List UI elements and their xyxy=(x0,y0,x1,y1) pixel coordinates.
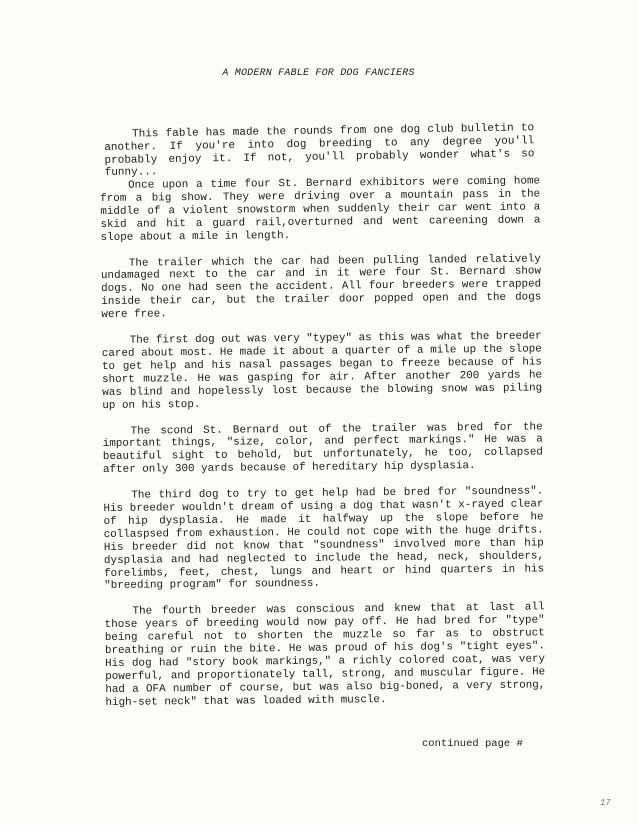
document-title: A MODERN FABLE FOR DOG FANCIERS xyxy=(222,68,415,79)
story-paragraph: The trailer which the car had been pulling landed relatively undamaged next to the car and in it were four St. Bernard show dogs. No one had seen the accident. All four breeders were trapped inside their car, but the trailer door popped open and the dogs were free. xyxy=(100,252,542,322)
story-paragraph: The scond St. Bernard out of the trailer was bred for the important things, "size, color, and perfect markings." He was a beautiful sight to behold, but unfortunately, he too, collapsed after only 300 yards because of hereditary hip dysplasia. xyxy=(102,420,543,477)
story-body xyxy=(100,175,546,722)
story-paragraph: The fourth breeder was conscious and knew that at last all those years of breeding would now pay off. He had bred for "type" being careful not to shorten the muzzle so far as to obstruct breathing or ruin the bite. He was proud of his dog's "tight eyes". His dog had "story book markings," a richly colored coat, was very powerful, and proportionately tall, strong, and muscular figure. He had a OFA number of course, but was also big-boned, a very strong, high-set neck" that was loaded with muscle. xyxy=(104,601,546,709)
story-paragraph: The first dog out was very "typey" as this was what the breeder cared about most. He made it about a quarter of a mile up the slope to get help and his nasal passages began to freeze because of his short muzzle. He was gasping for air. After another 200 yards he was blind and hopelessly lost because the blowing snow was piling up on his stop. xyxy=(101,330,543,412)
intro-paragraph: This fable has made the rounds from one dog club bulletin to another. If you're into dog breeding to any degree you'll probably enjoy it. If not, you'll probably wonder what's so funny... xyxy=(104,122,535,180)
story-paragraph: The third dog to try to get help had be bred for "soundness". His breeder wouldn't dream of using a dog that wasn't x-rayed clear of hip dysplasia. He made it halfway up the slope before he collaspsed from exhaustion. He could not cope with the huge drifts. His breeder did not know that "soundness" involved more than hip dysplasia and had neglected to include the head, neck, shoulders, forelimbs, feet, chest, lungs and heart or hind quarters in his "breeding program" for soundness. xyxy=(103,485,545,593)
continued-note: continued page # xyxy=(422,738,523,750)
story-paragraph: Once upon a time four St. Bernard exhibitors were coming home from a big show. They were driving over a mountain pass in the middle of a violent snowstorm when suddenly their car went into a skid and hit a guard rail,overturned and went careening down a slope about a mile in length. xyxy=(100,175,541,244)
page-number: 17 xyxy=(600,798,611,808)
